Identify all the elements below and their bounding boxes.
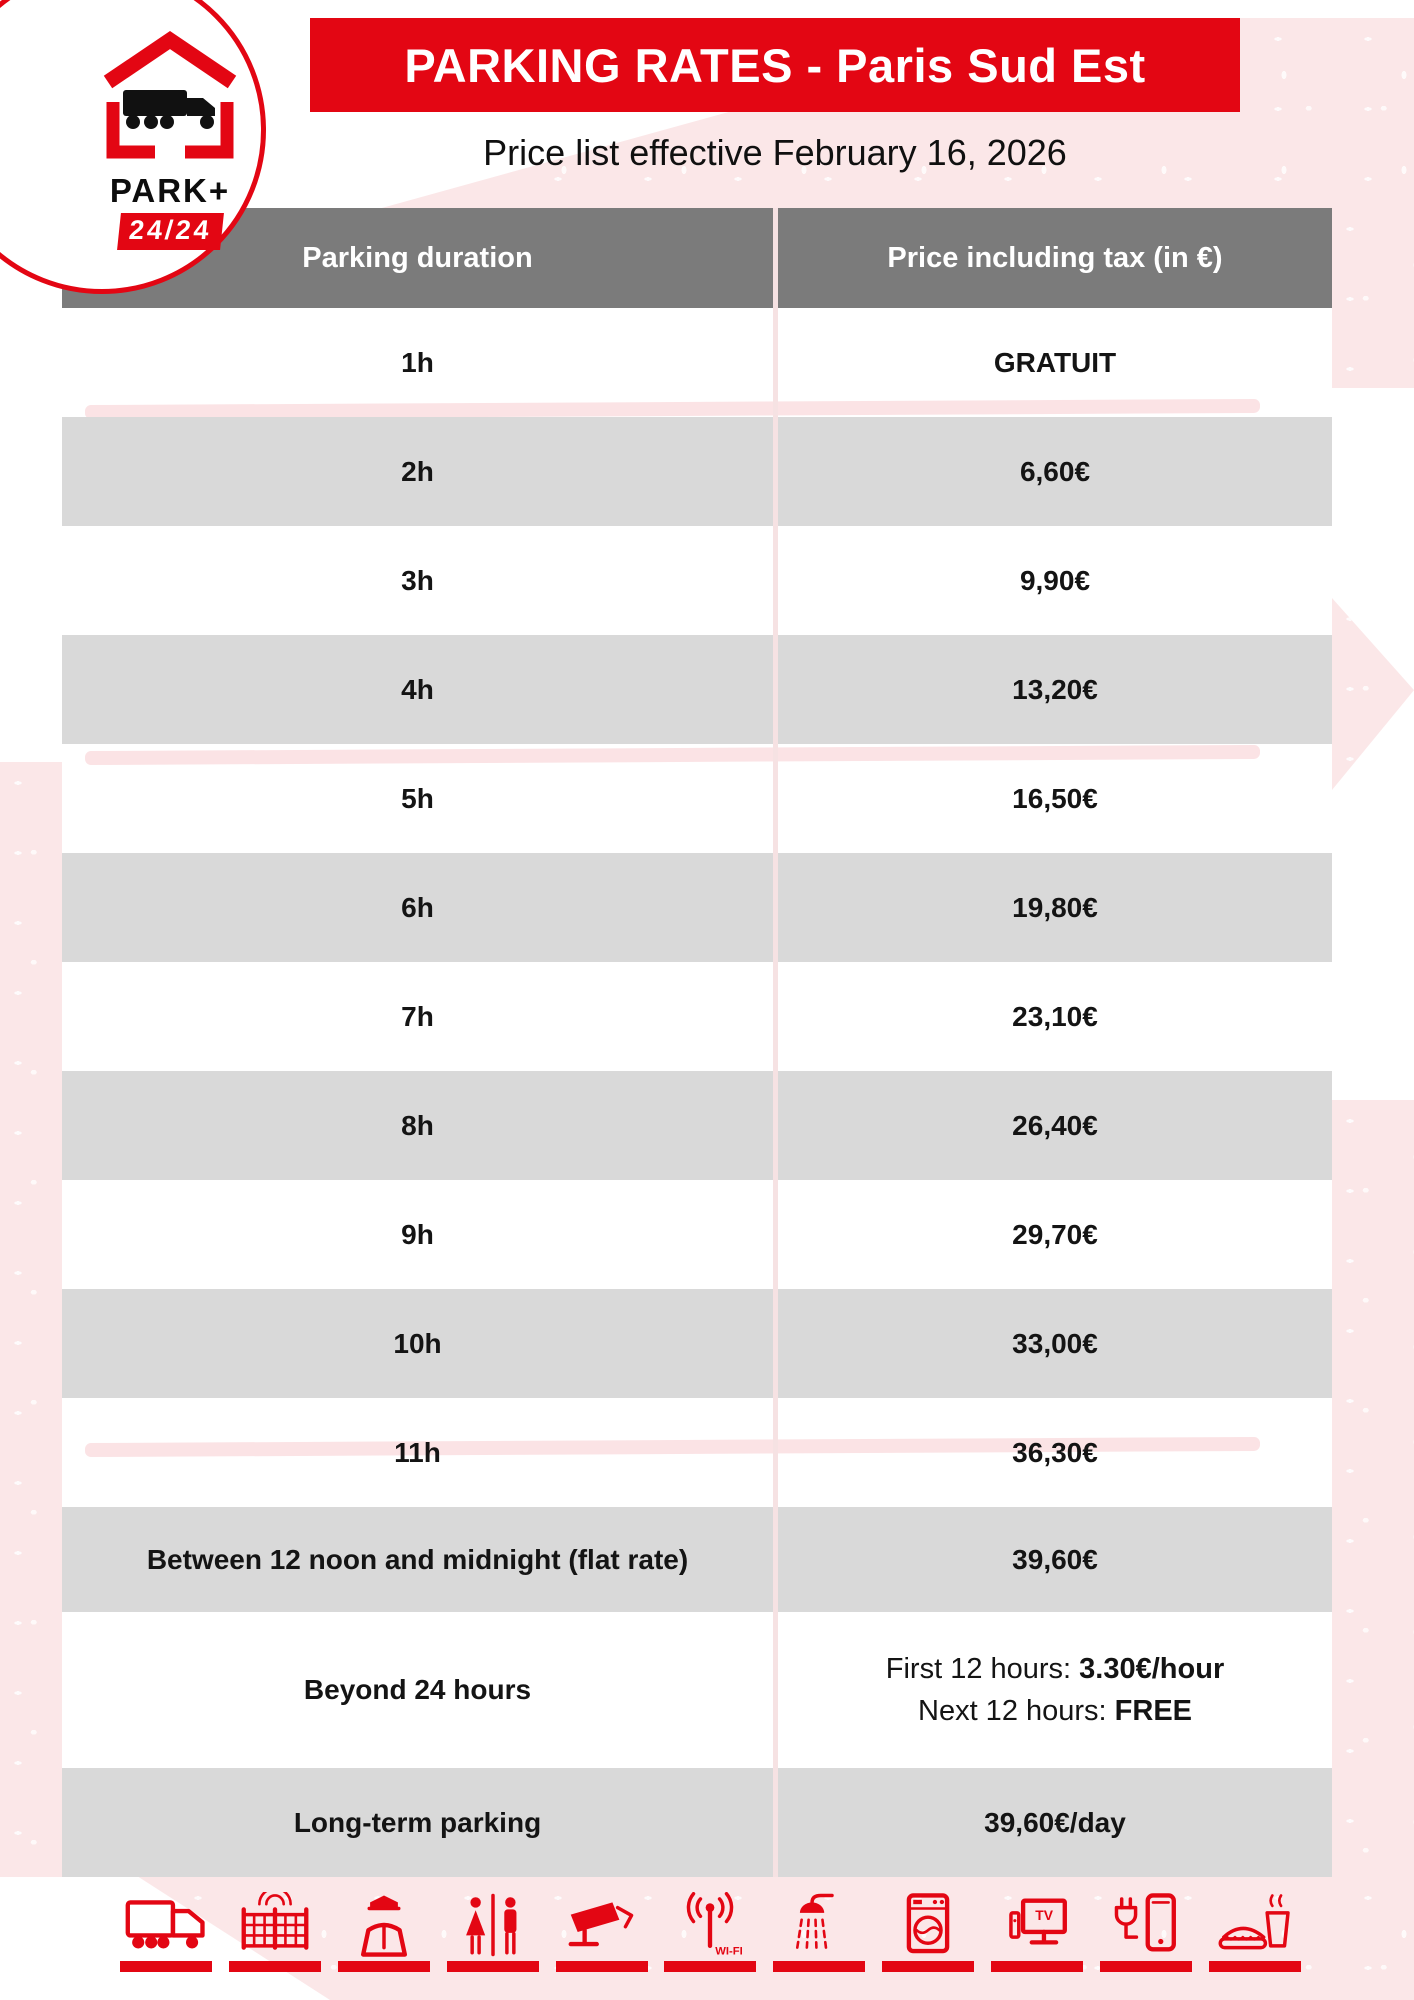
tv-label: TV — [1035, 1906, 1054, 1923]
pink-arrow-right — [1332, 598, 1414, 790]
effective-date-subtitle: Price list effective February 16, 2026 — [483, 132, 1067, 173]
pink-shape-left — [0, 762, 62, 2000]
amenity-tv — [989, 1892, 1085, 1972]
duration-cell: Beyond 24 hours — [303, 1674, 532, 1705]
amenity-wifi — [662, 1892, 758, 1972]
logo-badge: 24/24 — [117, 213, 223, 250]
column-header-duration: Parking duration — [62, 208, 773, 308]
restrooms-icon — [449, 1892, 537, 1958]
table-row — [62, 1180, 1332, 1289]
amenity-shower — [771, 1892, 867, 1972]
table-row — [62, 962, 1332, 1071]
table-row — [62, 853, 1332, 962]
price-cell: 29,70€ — [1012, 1218, 1098, 1250]
price-line: First 12 hours: 3.30€/hour — [885, 1653, 1225, 1685]
wifi-icon — [666, 1892, 754, 1958]
cctv-camera-icon — [558, 1892, 646, 1958]
amenity-cctv — [554, 1892, 650, 1972]
duration-cell: 6h — [62, 853, 773, 962]
table-row — [62, 635, 1332, 744]
price-cell: 9,90€ — [1019, 564, 1091, 596]
table-row — [62, 1768, 1332, 1877]
duration-cell: 5h — [401, 782, 434, 814]
truck-icon — [122, 1892, 210, 1958]
price-cell: 39,60€ — [778, 1507, 1332, 1612]
duration-cell: 3h — [401, 564, 434, 596]
shower-icon — [775, 1892, 863, 1958]
duration-cell: 7h — [401, 1000, 434, 1032]
amenity-underline — [338, 1961, 430, 1972]
amenity-phone-charging — [1098, 1892, 1194, 1972]
amenity-underline — [229, 1961, 321, 1972]
pink-shape-right-lower — [1332, 1100, 1414, 2000]
table-row — [62, 744, 1332, 853]
amenity-underline — [991, 1961, 1083, 1972]
amenity-underline — [1100, 1961, 1192, 1972]
table-row — [62, 526, 1332, 635]
price-cell: 36,30€ — [1012, 1436, 1098, 1468]
amenity-underline — [882, 1961, 974, 1972]
table-row — [62, 417, 1332, 526]
price-cell — [778, 1612, 1332, 1768]
amenity-laundry — [880, 1892, 976, 1972]
security-guard-icon — [340, 1892, 428, 1958]
duration-cell: 2h — [62, 417, 773, 526]
price-cell: 6,60€ — [778, 417, 1332, 526]
price-cell: 33,00€ — [778, 1289, 1332, 1398]
amenity-security-guard — [336, 1892, 432, 1972]
amenity-underline — [556, 1961, 648, 1972]
price-cell: 23,10€ — [1012, 1000, 1098, 1032]
price-cell: 13,20€ — [778, 635, 1332, 744]
table-row — [62, 1289, 1332, 1398]
logo-brand-text: PARK+ — [109, 172, 231, 209]
rates-table — [62, 208, 1332, 1877]
duration-cell: 10h — [62, 1289, 773, 1398]
washing-machine-icon — [884, 1892, 972, 1958]
table-row — [62, 1071, 1332, 1180]
duration-cell: Long-term parking — [62, 1768, 773, 1877]
pink-shape-right — [1332, 208, 1414, 388]
page-title: PARKING RATES - Paris Sud Est — [310, 18, 1240, 112]
duration-cell: Between 12 noon and midnight (flat rate) — [62, 1507, 773, 1612]
tv-icon — [993, 1892, 1081, 1958]
price-cell: 26,40€ — [778, 1071, 1332, 1180]
park-plus-logo — [92, 30, 248, 250]
table-row — [62, 308, 1332, 417]
truck-shelter-icon — [95, 30, 245, 165]
amenity-food — [1207, 1892, 1303, 1972]
duration-cell: 11h — [394, 1436, 441, 1468]
amenity-truck — [118, 1892, 214, 1972]
duration-cell: 8h — [62, 1071, 773, 1180]
price-cell: GRATUIT — [993, 346, 1117, 378]
amenity-underline — [447, 1961, 539, 1972]
automatic-gate-icon — [231, 1892, 319, 1958]
price-cell: 19,80€ — [778, 853, 1332, 962]
wifi-label: WI-FI — [715, 1945, 744, 1958]
amenities-strip — [118, 1892, 1303, 1972]
amenity-automatic-gate — [227, 1892, 323, 1972]
duration-cell: 9h — [401, 1218, 434, 1250]
amenity-restrooms — [445, 1892, 541, 1972]
food-icon — [1211, 1892, 1299, 1958]
duration-cell: 1h — [401, 346, 434, 378]
amenity-underline — [120, 1961, 212, 1972]
table-row — [62, 1507, 1332, 1612]
amenity-underline — [773, 1961, 865, 1972]
column-header-price: Price including tax (in €) — [778, 208, 1332, 308]
phone-charging-icon — [1102, 1892, 1190, 1958]
table-row — [62, 1398, 1332, 1507]
table-header-row — [62, 208, 1332, 308]
amenity-underline — [1209, 1961, 1301, 1972]
price-cell: 16,50€ — [1012, 782, 1098, 814]
duration-cell: 4h — [62, 635, 773, 744]
price-cell: 39,60€/day — [778, 1768, 1332, 1877]
amenity-underline — [664, 1961, 756, 1972]
table-row — [62, 1612, 1332, 1768]
price-line: Next 12 hours: FREE — [918, 1695, 1192, 1727]
